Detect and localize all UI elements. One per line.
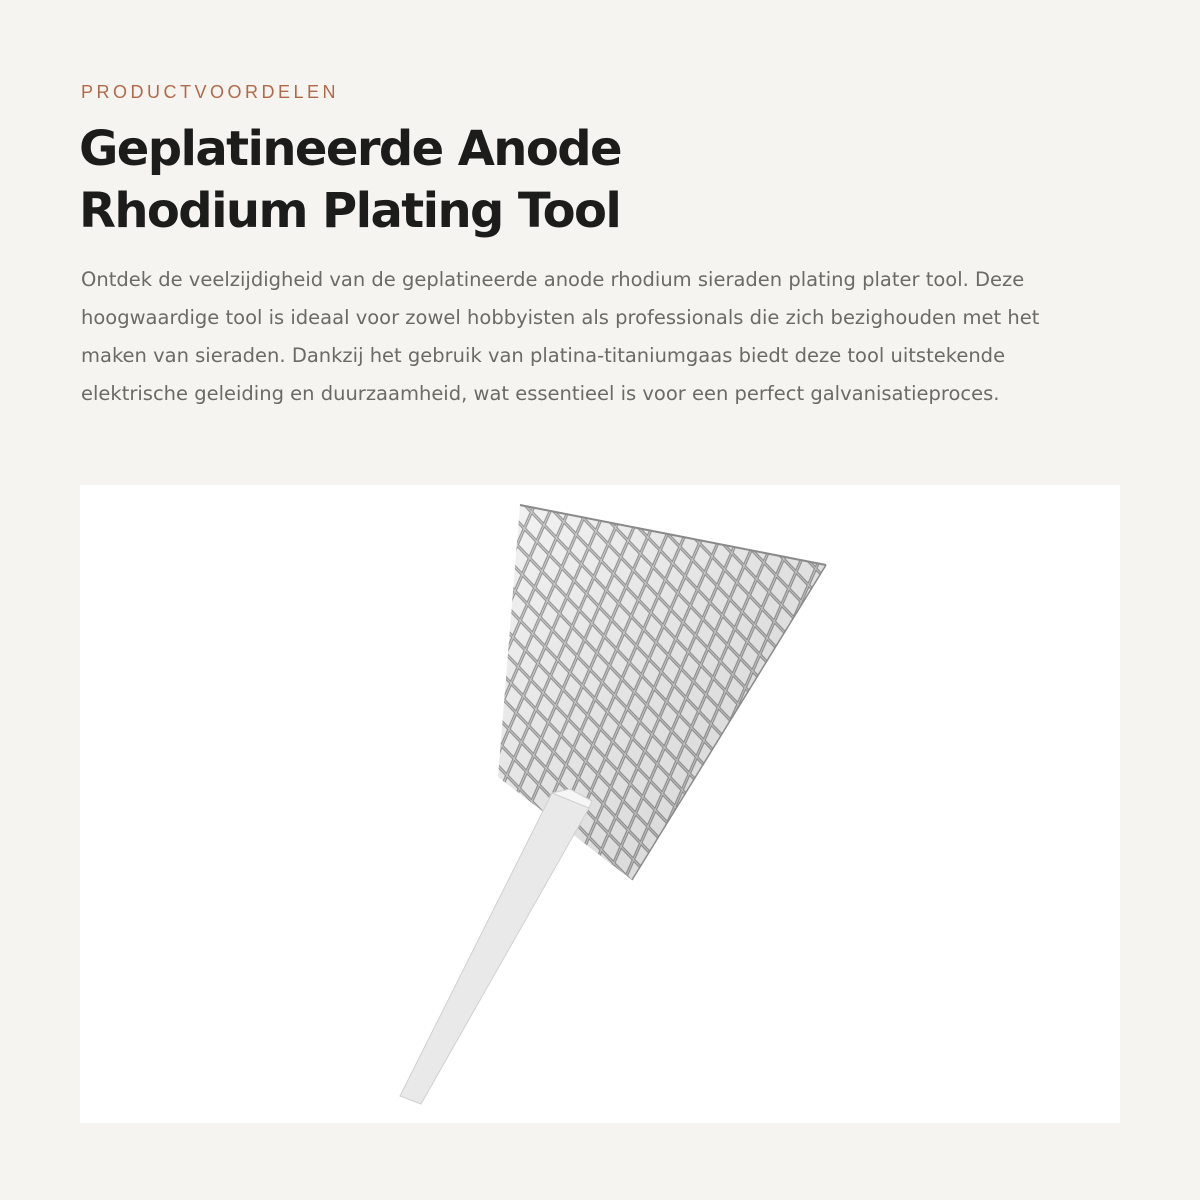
handle-strip	[400, 789, 592, 1104]
anode-tool-illustration	[80, 485, 1120, 1123]
page-title-line-1: Geplatineerde Anode	[79, 121, 621, 177]
product-image	[80, 485, 1120, 1123]
section-eyebrow: PRODUCTVOORDELEN	[81, 82, 340, 102]
page-title	[79, 118, 979, 242]
page-title-line-2: Rhodium Plating Tool	[79, 183, 621, 239]
product-description: Ontdek de veelzijdigheid van de geplatineerde anode rhodium sieraden plating plater tool. Deze hoogwaardige tool is ideaal voor zowel hobbyisten als professionals die zich bezighouden met het maken van sieraden. Dankzij het gebruik van platina-titaniumgaas biedt deze tool uitstekende elektrische geleiding en duurzaamheid, wat essentieel is voor een perfect galvanisatieproces.	[81, 268, 1040, 405]
